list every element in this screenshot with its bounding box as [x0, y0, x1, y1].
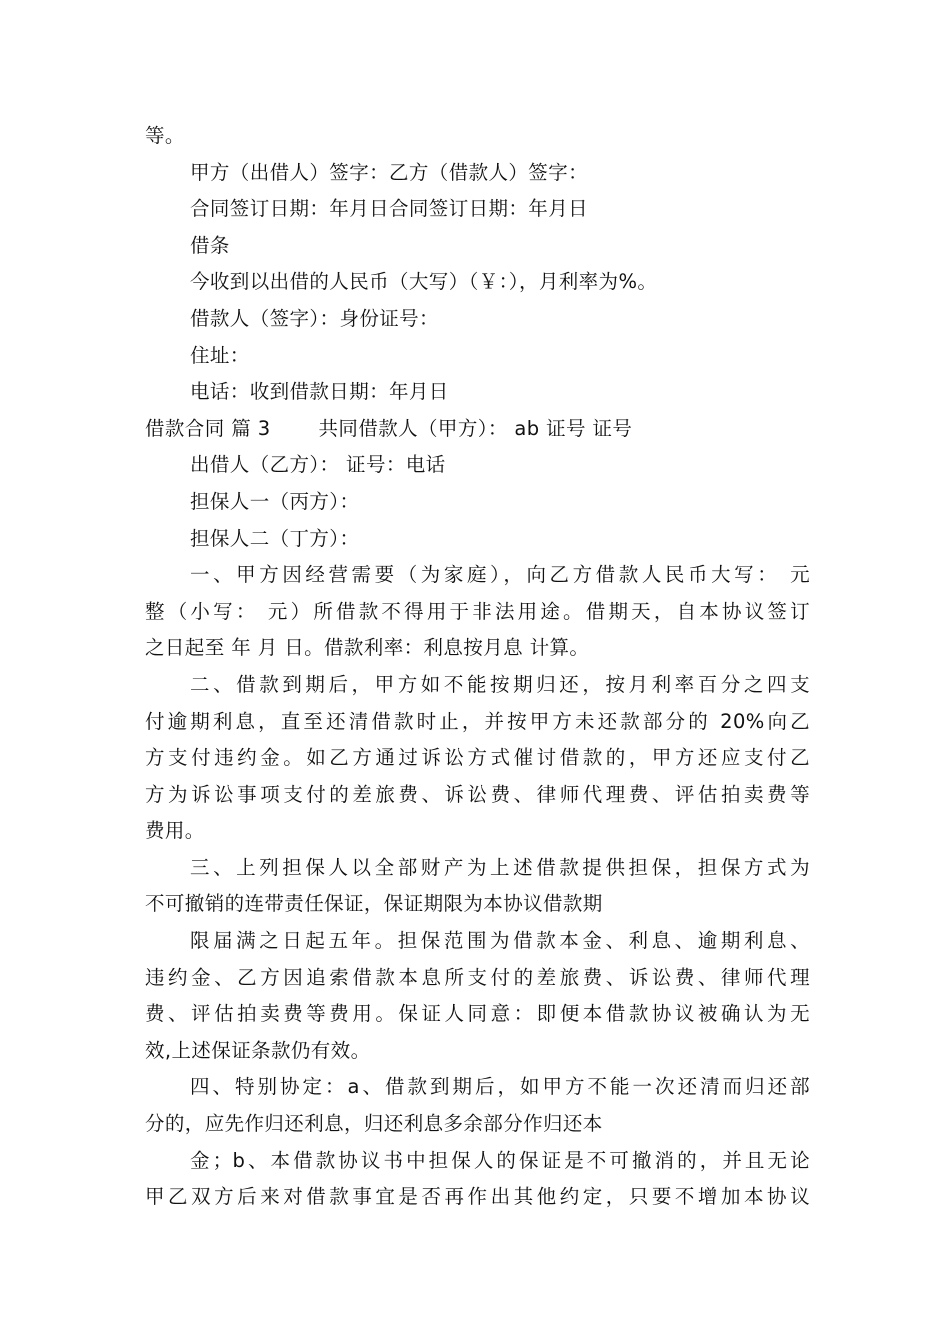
- clause-two-line: 付逾期利息，直至还清借款时止，并按甲方未还款部分的 20%向乙: [145, 709, 810, 733]
- section-heading-line: [145, 411, 810, 448]
- joint-borrower-line: 共同借款人（甲方）： ab 证号 证号: [318, 416, 633, 440]
- clause-two-line: 二、借款到期后，甲方如不能按期归还，按月利率百分之四支: [190, 672, 810, 696]
- clause-three-line: 限届满之日起五年。担保范围为借款本金、利息、逾期利息、: [190, 929, 810, 953]
- clause-two-line: 费用。: [145, 819, 205, 843]
- iou-receipt-line: 今收到以出借的人民币（大写）（￥：），月利率为%。: [190, 270, 658, 294]
- clause-three-line: 效,上述保证条款仍有效。: [145, 1038, 371, 1062]
- clause-two-line: 方为诉讼事项支付的差旅费、诉讼费、律师代理费、评估拍卖费等: [145, 782, 810, 806]
- lender-line: 出借人（乙方）： 证号：电话: [190, 453, 446, 477]
- iou-title: 借条: [190, 233, 230, 257]
- address-line: 住址：: [190, 343, 250, 367]
- signing-date-line: 合同签订日期：年月日合同签订日期：年月日: [190, 197, 589, 221]
- clause-four-line: 四、特别协定：a、借款到期后，如甲方不能一次还清而归还部: [190, 1075, 810, 1099]
- clause-three-line: 违约金、乙方因追索借款本息所支付的差旅费、诉讼费、律师代理: [145, 965, 810, 989]
- text-line: 等。: [145, 124, 185, 147]
- clause-one-line: 一、甲方因经营需要（为家庭），向乙方借款人民币大写： 元: [190, 563, 810, 587]
- clause-one-line: 整（小写： 元）所借款不得用于非法用途。借期天，自本协议签订: [145, 599, 810, 623]
- clause-three-line: 费、评估拍卖费等费用。保证人同意：即便本借款协议被确认为无: [145, 1002, 810, 1026]
- clause-four-line: 甲乙双方后来对借款事宜是否再作出其他约定，只要不增加本协议: [145, 1185, 810, 1209]
- section-title: 借款合同 篇 3: [145, 416, 271, 440]
- clause-three-line: 不可撤销的连带责任保证，保证期限为本协议借款期: [145, 892, 603, 916]
- clause-two-line: 方支付违约金。如乙方通过诉讼方式催讨借款的，甲方还应支付乙: [145, 746, 810, 770]
- clause-three-line: 三、上列担保人以全部财产为上述借款提供担保，担保方式为: [190, 855, 810, 879]
- borrower-signature-line: 借款人（签字）：身份证号：: [190, 306, 439, 330]
- document-body: [145, 118, 810, 1216]
- guarantor-one-line: 担保人一（丙方）：: [190, 489, 360, 513]
- clause-four-line: 金；b、本借款协议书中担保人的保证是不可撤消的，并且无论: [190, 1148, 810, 1172]
- signature-line: 甲方（出借人）签字：乙方（借款人）签字：: [190, 160, 589, 184]
- clause-four-line: 分的，应先作归还利息，归还利息多余部分作归还本: [145, 1112, 603, 1136]
- guarantor-two-line: 担保人二（丁方）：: [190, 526, 360, 550]
- clause-one-line: 之日起至 年 月 日。借款利率：利息按月息 计算。: [145, 636, 590, 660]
- phone-date-line: 电话：收到借款日期：年月日: [190, 380, 449, 404]
